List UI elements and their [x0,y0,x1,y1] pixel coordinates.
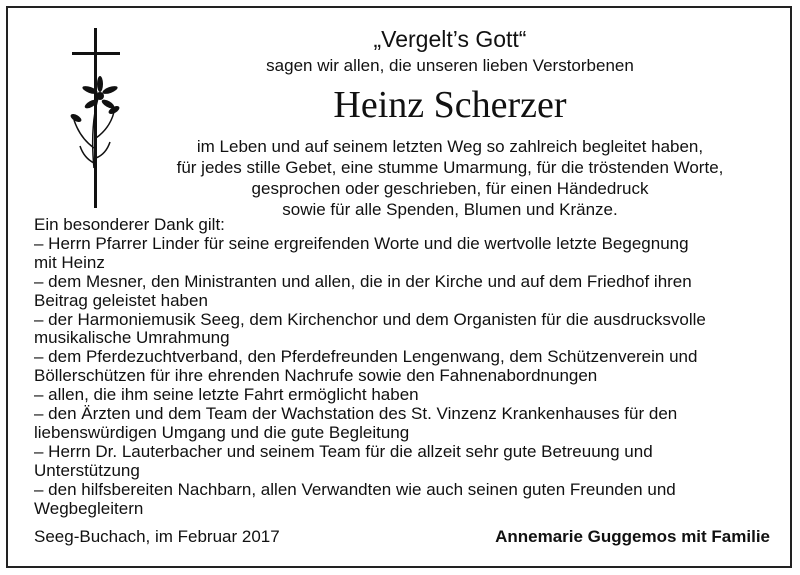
thanks-line: Wegbegleitern [34,498,144,518]
motto-title: „Vergelt’s Gott“ [373,26,527,52]
thanks-line: – Herrn Dr. Lauterbacher und seinem Team für die allzeit sehr gute Betreuung und [34,441,653,461]
thanks-item [34,273,780,311]
thanks-item [34,235,780,273]
thanks-line: Beitrag geleistet haben [34,290,208,310]
thanks-item [34,443,780,481]
thanks-line: – den Ärzten und dem Team der Wachstation des St. Vinzenz Krankenhauses für den [34,404,678,424]
thanks-list [34,216,780,519]
cross-with-edelweiss-icon [60,28,130,208]
paragraph-line: sowie für alle Spenden, Blumen und Kränze. [282,200,618,219]
thanks-line: – allen, die ihm seine letzte Fahrt ermöglicht haben [34,385,419,405]
paragraph-line: im Leben und auf seinem letzten Weg so zahlreich begleitet haben, [196,137,704,156]
thanks-item [34,405,780,443]
intro-line: sagen wir allen, die unseren lieben Verstorbenen [266,56,634,75]
thanks-line: mit Heinz [34,252,105,272]
thanks-line: – Herrn Pfarrer Linder für seine ergreifenden Worte und die wertvolle letzte Begegnung [34,233,689,253]
thanks-line: – dem Pferdezuchtverband, den Pferdefreunden Lengenwang, dem Schützenverein und [34,347,698,367]
thanks-line: Unterstützung [34,460,140,480]
thanks-line: Böllerschützen für ihre ehrenden Nachrufe sowie den Fahnenabordnungen [34,366,598,386]
signature: Annemarie Guggemos mit Familie [495,527,770,546]
thanks-line: – den hilfsbereiten Nachbarn, allen Verwandten wie auch seinen guten Freunden und [34,479,676,499]
thanks-line: liebenswürdigen Umgang und die gute Begleitung [34,422,410,442]
thanks-heading: Ein besonderer Dank gilt: [34,215,225,234]
place-date: Seeg-Buchach, im Februar 2017 [34,527,280,546]
thanks-item [34,348,780,386]
thanks-item [34,386,780,405]
deceased-name: Heinz Scherzer [333,84,567,126]
notice-header [130,24,770,220]
gratitude-paragraph [130,136,770,220]
thanks-item [34,311,780,349]
thanks-line: – dem Mesner, den Ministranten und allen, die in der Kirche und auf dem Friedhof ihren [34,271,692,291]
thanks-line: – der Harmoniemusik Seeg, dem Kirchenchor und dem Organisten für die ausdrucksvolle [34,309,706,329]
thanks-line: musikalische Umrahmung [34,328,230,348]
thanks-item [34,481,780,519]
paragraph-line: für jedes stille Gebet, eine stumme Umarmung, für die tröstenden Worte, [176,158,724,177]
paragraph-line: gesprochen oder geschrieben, für einen Händedruck [251,179,649,198]
